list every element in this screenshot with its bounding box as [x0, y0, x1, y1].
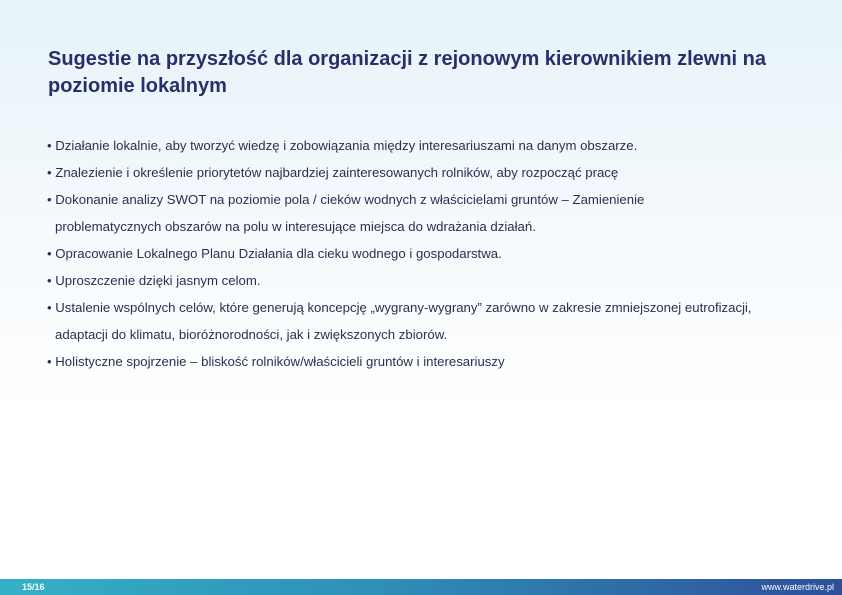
footer-bar	[0, 579, 842, 595]
bullet-item: • Dokonanie analizy SWOT na poziomie pola / cieków wodnych z właścicielami gruntów – Zamienienie	[47, 192, 645, 207]
bullet-item: • Opracowanie Lokalnego Planu Działania dla cieku wodnego i gospodarstwa.	[47, 246, 502, 261]
bullet-continuation: problematycznych obszarów na polu w interesujące miejsca do wdrażania działań.	[55, 219, 536, 234]
bullet-list	[47, 132, 827, 375]
bullet-item: • Uproszczenie dzięki jasnym celom.	[47, 273, 261, 288]
bullet-continuation: adaptacji do klimatu, bioróżnorodności, jak i zwiększonych zbiorów.	[55, 327, 448, 342]
website-url: www.waterdrive.pl	[761, 582, 834, 592]
page-number: 15/16	[22, 582, 45, 592]
bullet-item: • Znalezienie i określenie priorytetów najbardziej zainteresowanych rolników, aby rozpocząć pracę	[47, 165, 619, 180]
bullet-item: • Działanie lokalnie, aby tworzyć wiedzę i zobowiązania między interesariuszami na danym obszarze.	[47, 138, 638, 153]
bullet-item: • Holistyczne spojrzenie – bliskość rolników/właścicieli gruntów i interesariuszy	[47, 354, 505, 369]
bullet-item: • Ustalenie wspólnych celów, które generują koncepcję „wygrany-wygrany” zarówno w zakresie zmniejszonej eutrofizacji,	[47, 300, 752, 315]
slide-title: Sugestie na przyszłość dla organizacji z rejonowym kierownikiem zlewni na poziomie lokalnym	[48, 48, 766, 97]
